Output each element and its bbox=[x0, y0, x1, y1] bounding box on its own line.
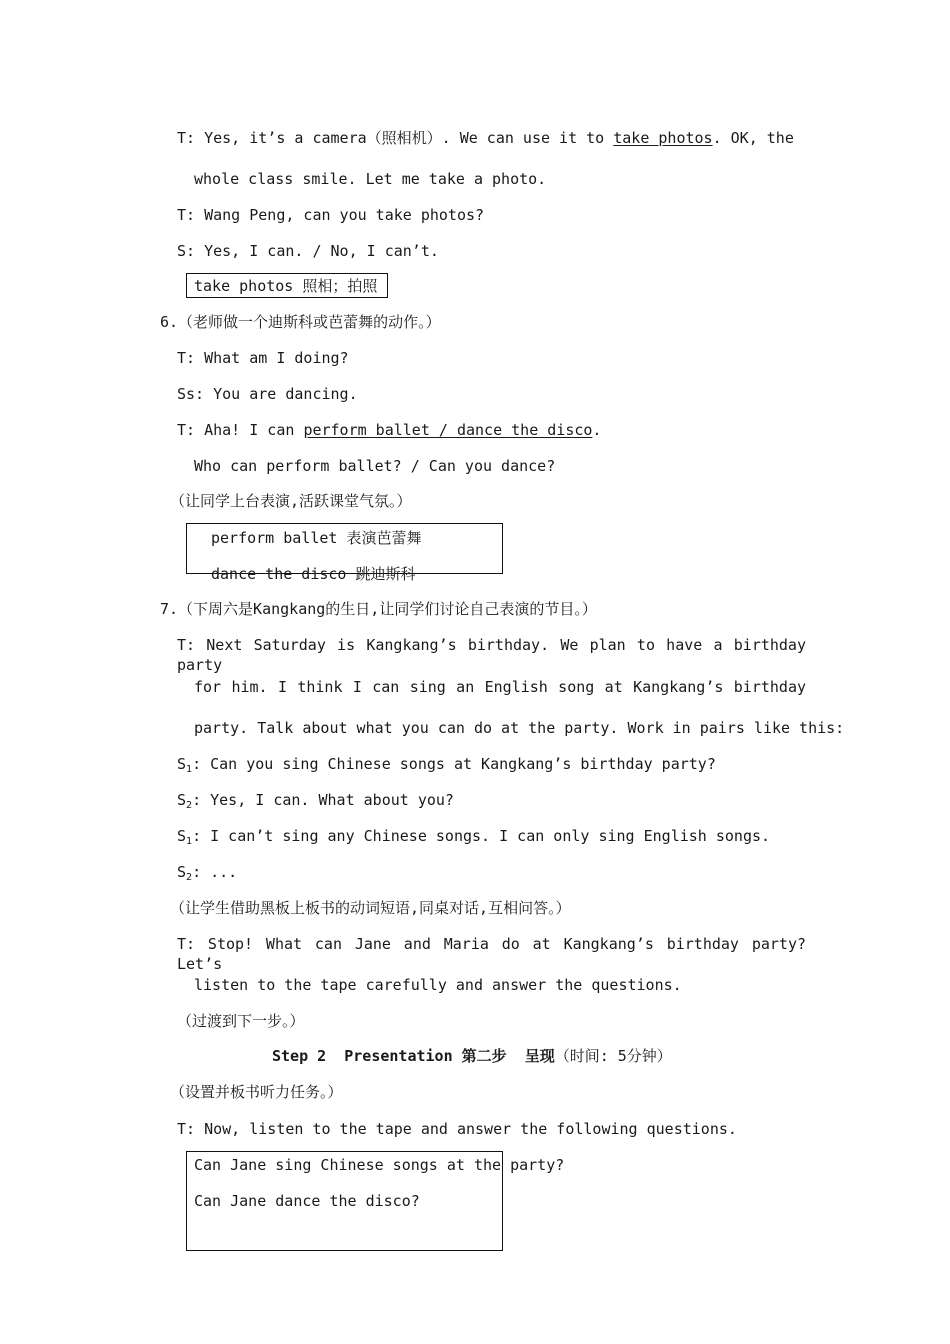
dialogue-s2-ellipsis bbox=[177, 862, 237, 882]
vocab-box-take-photos bbox=[186, 273, 388, 298]
speaker-s: S bbox=[177, 755, 187, 773]
line-you-are-dancing: Ss: You are dancing. bbox=[177, 385, 358, 403]
speaker-number: 1 bbox=[186, 836, 193, 847]
line-stop: T: Stop! What can Jane and Maria do at Kangkang’s birthday party? Let’s bbox=[177, 935, 806, 973]
dialogue-text: : ... bbox=[192, 863, 238, 881]
step-2-title: Step 2 Presentation 第二步 呈现 bbox=[272, 1047, 555, 1065]
question-dance-disco: Can Jane dance the disco? bbox=[194, 1192, 420, 1210]
line-yes-i-can: S: Yes, I can. / No, I can’t. bbox=[177, 242, 439, 260]
speaker-number: 2 bbox=[186, 800, 193, 811]
speaker-number: 1 bbox=[186, 764, 193, 775]
text-camera: T: Yes, it’s a camera（照相机）. We can use it to bbox=[177, 129, 605, 147]
step-2-heading bbox=[272, 1046, 672, 1066]
speaker-s: S bbox=[177, 791, 187, 809]
speaker-s: S bbox=[177, 863, 187, 881]
phrase-take-photos: take photos bbox=[613, 129, 713, 147]
step-2-time: （时间: 5分钟） bbox=[554, 1047, 672, 1065]
dialogue-s2-answer bbox=[177, 790, 454, 810]
phrase-perform-ballet: perform ballet / dance the disco bbox=[303, 421, 593, 439]
line-note-perform: （让同学上台表演,活跃课堂气氛。） bbox=[170, 492, 412, 510]
vocab-take-photos: take photos 照相；拍照 bbox=[194, 277, 378, 295]
dialogue-text: : Can you sing Chinese songs at Kangkang’s birthday party? bbox=[192, 755, 716, 773]
vocab-perform-ballet: perform ballet 表演芭蕾舞 bbox=[211, 529, 422, 547]
speaker-s: S bbox=[177, 827, 187, 845]
section-6-heading: 6.（老师做一个迪斯科或芭蕾舞的动作。） bbox=[160, 313, 441, 331]
line-whole-class: whole class smile. Let me take a photo. bbox=[194, 170, 547, 188]
line-listen-tape: listen to the tape carefully and answer the questions. bbox=[194, 976, 682, 994]
line-aha bbox=[177, 420, 601, 440]
line-next-saturday: T: Next Saturday is Kangkang’s birthday. We plan to have a birthday party bbox=[177, 636, 806, 674]
question-sing-chinese: Can Jane sing Chinese songs at the party? bbox=[194, 1156, 565, 1174]
vocab-dance-disco: dance the disco 跳迪斯科 bbox=[211, 565, 416, 583]
section-7-heading: 7.（下周六是Kangkang的生日,让同学们讨论自己表演的节目。） bbox=[160, 600, 597, 618]
line-note-pairs: （让学生借助黑板上板书的动词短语,同桌对话,互相问答。） bbox=[170, 899, 571, 917]
line-camera bbox=[177, 128, 794, 148]
line-note-next-step: （过渡到下一步。） bbox=[177, 1012, 305, 1030]
line-note-listening-task: （设置并板书听力任务。） bbox=[170, 1083, 343, 1101]
text-period: . bbox=[592, 421, 602, 439]
line-now-listen: T: Now, listen to the tape and answer the following questions. bbox=[177, 1120, 737, 1138]
line-wang-peng: T: Wang Peng, can you take photos? bbox=[177, 206, 485, 224]
dialogue-s1-reply bbox=[177, 826, 770, 846]
text-ok-the: . OK, the bbox=[712, 129, 794, 147]
dialogue-text: : Yes, I can. What about you? bbox=[192, 791, 454, 809]
text-aha: T: Aha! I can bbox=[177, 421, 295, 439]
dialogue-text: : I can’t sing any Chinese songs. I can only sing English songs. bbox=[192, 827, 771, 845]
line-who-can-perform: Who can perform ballet? / Can you dance? bbox=[194, 457, 556, 475]
speaker-number: 2 bbox=[186, 872, 193, 883]
dialogue-s1-question bbox=[177, 754, 716, 774]
line-party-talk: party. Talk about what you can do at the party. Work in pairs like this: bbox=[194, 719, 845, 737]
line-for-him: for him. I think I can sing an English song at Kangkang’s birthday bbox=[194, 678, 806, 696]
line-what-am-i-doing: T: What am I doing? bbox=[177, 349, 349, 367]
